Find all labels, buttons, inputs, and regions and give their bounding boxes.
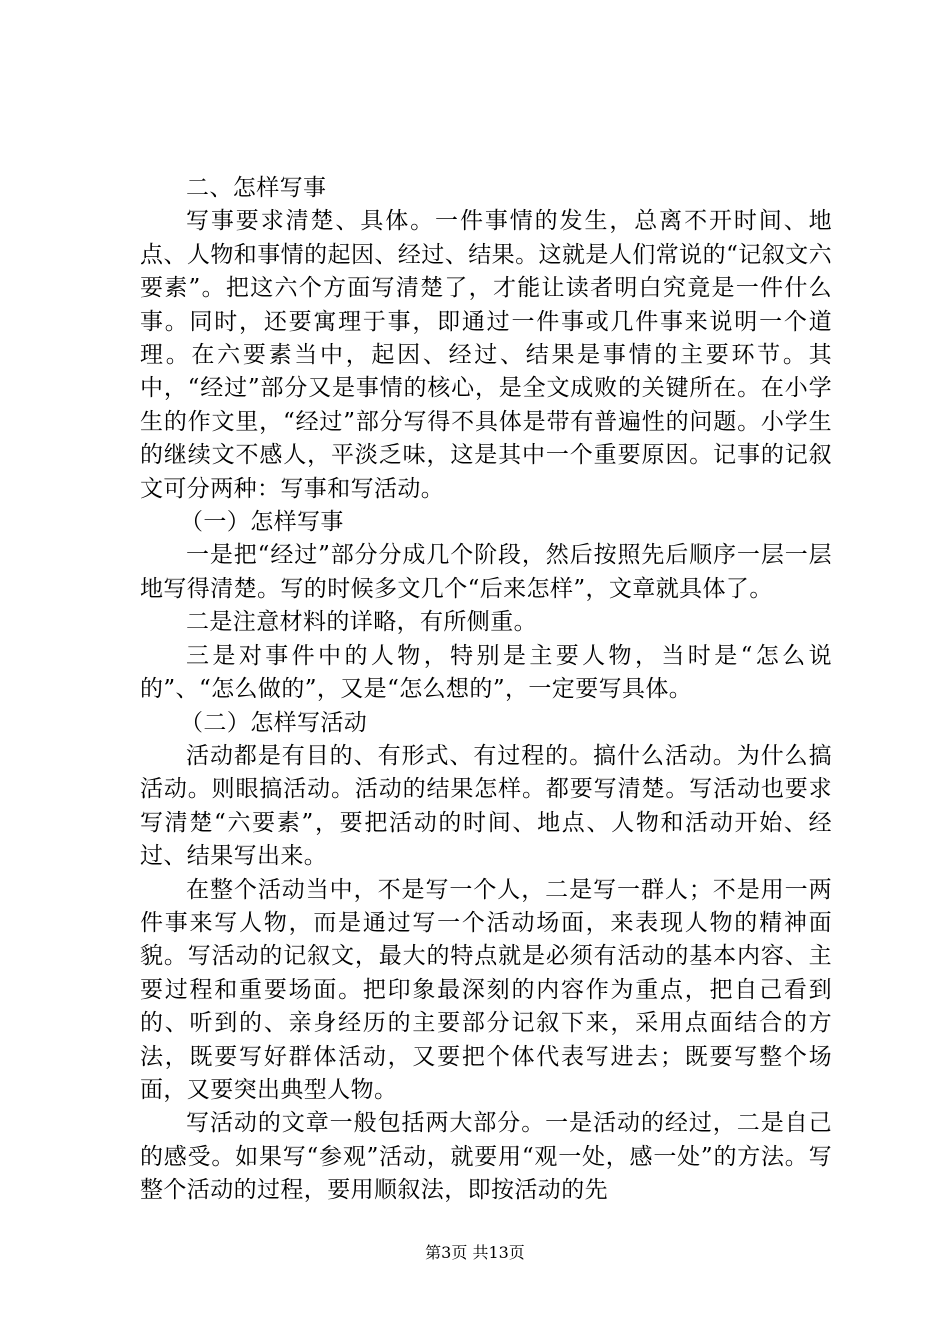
paragraph: 活动都是有目的、有形式、有过程的。搞什么活动。为什么搞活动。则眼搞活动。活动的结果怎样。都要写清楚。写活动也要求写清楚“六要素”，要把活动的时间、地点、人物和活动开始、经过、结果写出来。 bbox=[140, 742, 832, 870]
subsection-heading: （一）怎样写事 bbox=[180, 509, 344, 536]
section-heading: 二、怎样写事 bbox=[186, 175, 327, 201]
paragraph: 一是把“经过”部分分成几个阶段，然后按照先后顺序一层一层地写得清楚。写的时候多文几个“后来怎样”，文章就具体了。 bbox=[140, 542, 832, 602]
document-body bbox=[140, 172, 832, 1208]
paragraph: 在整个活动当中，不是写一个人，二是写一群人；不是用一两件事来写人物，而是通过写一个活动场面，来表现人物的精神面貌。写活动的记叙文，最大的特点就是必须有活动的基本内容、主要过程和重要场面。把印象最深刻的内容作为重点，把自己看到的、听到的、亲身经历的主要部分记叙下来，采用点面结合的方法，既要写好群体活动，又要把个体代表写进去；既要写整个场面，又要突出典型人物。 bbox=[140, 876, 832, 1103]
page-number: 第3页 共13页 bbox=[425, 1243, 525, 1262]
subsection-heading: （二）怎样写活动 bbox=[180, 709, 368, 736]
paragraph: 二是注意材料的详略，有所侧重。 bbox=[186, 609, 537, 636]
paragraph: 写事要求清楚、具体。一件事情的发生，总离不开时间、地点、人物和事情的起因、经过、结果。这就是人们常说的“记叙文六要素”。把这六个方面写清楚了，才能让读者明白究竟是一件什么事。同时，还要寓理于事，即通过一件事或几件事来说明一个道理。在六要素当中，起因、经过、结果是事情的主要环节。其中，“经过”部分又是事情的核心，是全文成败的关键所在。在小学生的作文里，“经过”部分写得不具体是带有普遍性的问题。小学生的继续文不感人，平淡乏味，这是其中一个重要原因。记事的记叙文可分两种：写事和写活动。 bbox=[140, 208, 832, 502]
paragraph: 写活动的文章一般包括两大部分。一是活动的经过，二是自己的感受。如果写“参观”活动，就要用“观一处，感一处”的方法。写整个活动的过程，要用顺叙法，即按活动的先 bbox=[140, 1110, 832, 1204]
paragraph: 三是对事件中的人物，特别是主要人物，当时是“怎么说的”、“怎么做的”，又是“怎么想的”，一定要写具体。 bbox=[140, 642, 832, 703]
